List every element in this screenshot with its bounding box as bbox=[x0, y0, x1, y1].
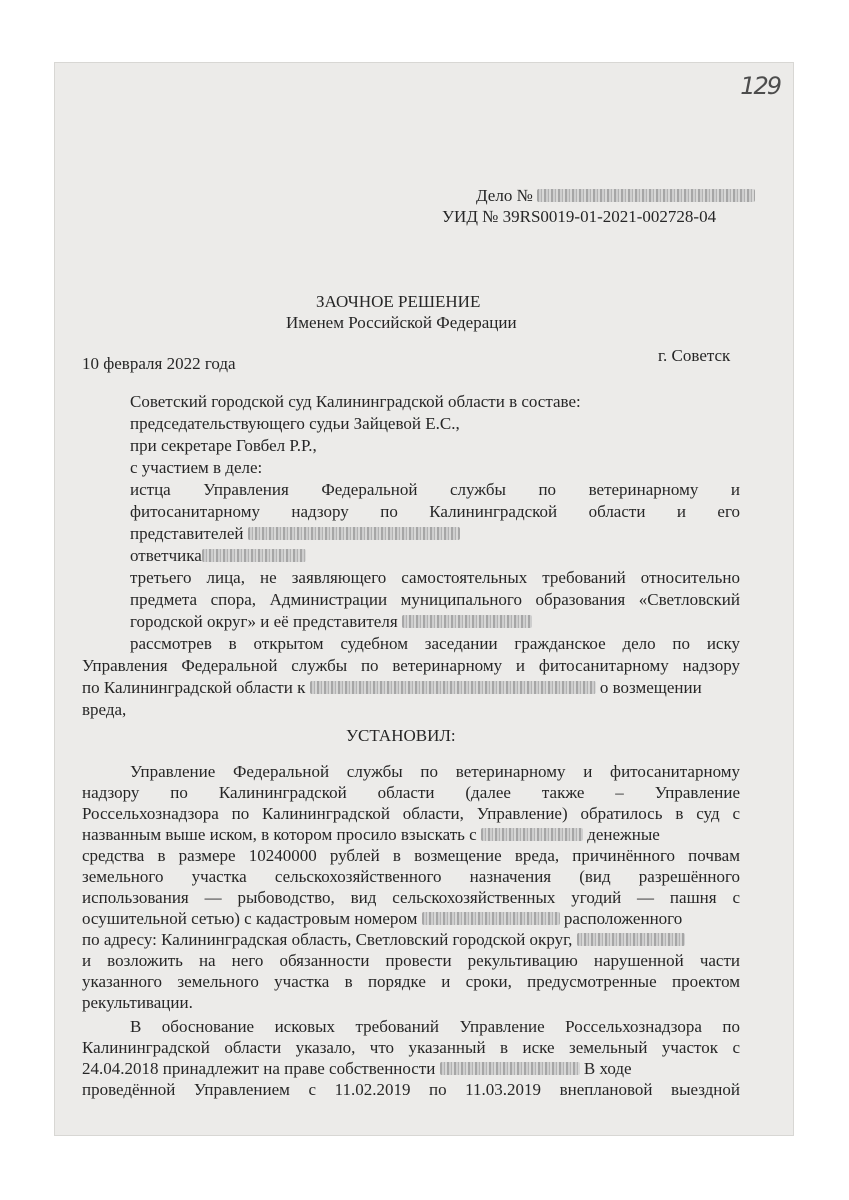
redacted-defendant bbox=[202, 549, 306, 562]
body-line-text: названным выше иском, в котором просило взыскать с bbox=[82, 825, 477, 844]
body-line-text: осушительной сетью) с кадастровым номером bbox=[82, 909, 418, 928]
redacted-cadastral-number bbox=[422, 912, 560, 925]
considered-line-3 bbox=[82, 678, 702, 698]
decision-city: г. Советск bbox=[658, 346, 731, 365]
body-line bbox=[82, 930, 685, 950]
section-heading: УСТАНОВИЛ: bbox=[346, 726, 456, 745]
body-line: В обоснование исковых требований Управление Россельхознадзора по bbox=[130, 1017, 740, 1036]
representatives bbox=[130, 524, 460, 544]
considered-line-4: вреда, bbox=[82, 700, 127, 719]
body-line-text: расположенного bbox=[563, 909, 683, 928]
body-line: надзору по Калининградской области (далее также – Управление bbox=[82, 783, 740, 802]
presiding-judge: председательствующего судьи Зайцевой Е.С., bbox=[130, 414, 460, 433]
plaintiff-line: истца Управления Федеральной службы по ветеринарному и bbox=[130, 480, 740, 499]
redacted-case-number bbox=[537, 189, 755, 202]
redacted-address bbox=[577, 933, 685, 946]
body-line: земельного участка сельскохозяйственного назначения (вид разрешённого bbox=[82, 867, 740, 886]
considered-line-3-text: по Калининградской области к bbox=[82, 678, 306, 697]
redacted-defendant-name bbox=[310, 681, 596, 694]
body-line-text: по адресу: Калининградская область, Светловский городской округ, bbox=[82, 930, 573, 949]
considered-line-3-end: о возмещении bbox=[599, 678, 702, 697]
court-composition: Советский городской суд Калининградской области в составе: bbox=[130, 392, 581, 411]
third-party-representative bbox=[130, 612, 532, 632]
body-line-text: денежные bbox=[587, 825, 660, 844]
document-subtitle: Именем Российской Федерации bbox=[286, 313, 517, 332]
plaintiff-line-2: фитосанитарному надзору по Калининградской области и его bbox=[130, 502, 740, 521]
uid-number: УИД № 39RS0019-01-2021-002728-04 bbox=[442, 207, 717, 226]
body-line-text: В ходе bbox=[583, 1059, 632, 1078]
body-line bbox=[82, 1059, 632, 1079]
body-line: указанного земельного участка в порядке и сроки, предусмотренные проектом bbox=[82, 972, 740, 991]
body-line: средства в размере 10240000 рублей в возмещение вреда, причинённого почвам bbox=[82, 846, 740, 865]
case-number-label: Дело № bbox=[476, 186, 533, 205]
body-line: Управление Федеральной службы по ветеринарному и фитосанитарному bbox=[130, 762, 740, 781]
third-party-representative-label: городской округ» и её представителя bbox=[130, 612, 398, 631]
body-line: Россельхознадзора по Калининградской области, Управление) обратилось в суд с bbox=[82, 804, 740, 823]
redacted-defendant-short bbox=[481, 828, 583, 841]
considered-line-2: Управления Федеральной службы по ветеринарному и фитосанитарному надзору bbox=[82, 656, 740, 675]
redacted-representatives bbox=[248, 527, 460, 540]
considered-line-1: рассмотрев в открытом судебном заседании гражданское дело по иску bbox=[130, 634, 740, 653]
third-party-line-2: предмета спора, Администрации муниципального образования «Светловский bbox=[130, 590, 740, 609]
body-line: проведённой Управлением с 11.02.2019 по 11.03.2019 внеплановой выездной bbox=[82, 1080, 740, 1099]
case-number bbox=[476, 186, 755, 206]
defendant bbox=[130, 546, 306, 566]
third-party-line-1: третьего лица, не заявляющего самостоятельных требований относительно bbox=[130, 568, 740, 587]
body-line: рекультивации. bbox=[82, 993, 193, 1012]
body-line bbox=[82, 909, 682, 929]
redacted-third-party-representative bbox=[402, 615, 532, 628]
redacted-owner bbox=[440, 1062, 580, 1075]
participants-label: с участием в деле: bbox=[130, 458, 263, 477]
body-line: использования — рыбоводство, вид сельскохозяйственных угодий — пашня с bbox=[82, 888, 740, 907]
defendant-label: ответчика bbox=[130, 546, 202, 565]
decision-date: 10 февраля 2022 года bbox=[82, 354, 236, 373]
body-line-text: 24.04.2018 принадлежит на праве собственности bbox=[82, 1059, 436, 1078]
document-page bbox=[54, 62, 794, 1136]
document-title: ЗАОЧНОЕ РЕШЕНИЕ bbox=[316, 292, 481, 311]
body-line: и возложить на него обязанности провести рекультивацию нарушенной части bbox=[82, 951, 740, 970]
body-line bbox=[82, 825, 660, 845]
handwritten-page-number: 129 bbox=[740, 72, 780, 100]
body-line: Калининградской области указало, что указанный в иске земельный участок с bbox=[82, 1038, 740, 1057]
representatives-label: представителей bbox=[130, 524, 244, 543]
secretary: при секретаре Говбел Р.Р., bbox=[130, 436, 317, 455]
